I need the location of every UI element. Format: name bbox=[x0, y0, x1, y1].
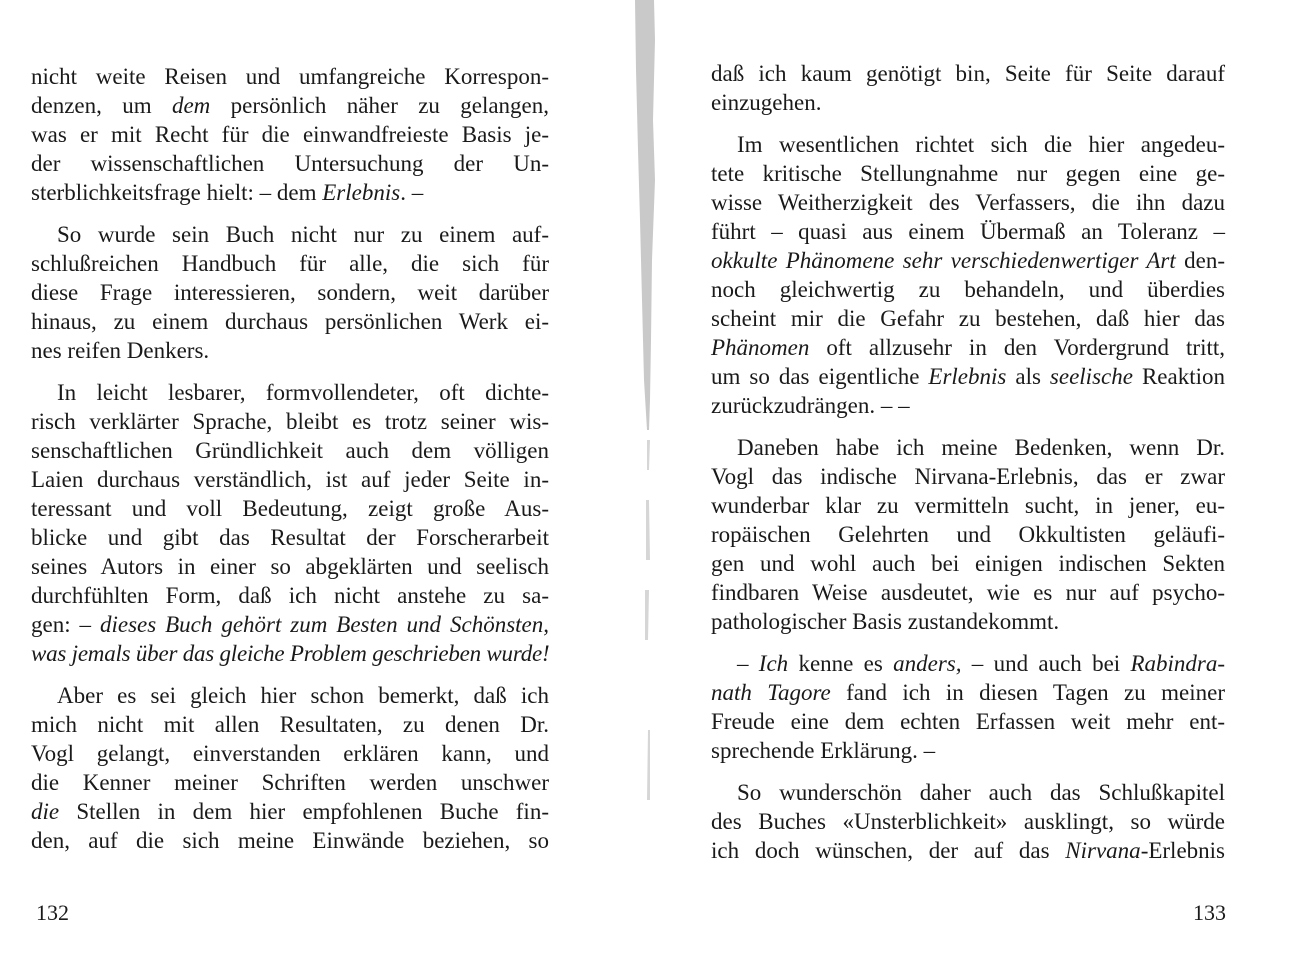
text-run: – und auch bei bbox=[961, 651, 1131, 676]
text-run: gen: – bbox=[31, 612, 100, 637]
text-line bbox=[31, 739, 549, 768]
text-run: als bbox=[1006, 364, 1050, 389]
right-page bbox=[640, 0, 1300, 956]
text-run: In leicht lesbarer, formvollendeter, oft dichte- bbox=[57, 380, 549, 405]
text-run: risch verklärter Sprache, bleibt es trotz seiner wis- bbox=[31, 409, 549, 434]
text-run: einzugehen. bbox=[711, 90, 822, 115]
text-run: scheint mir die Gefahr zu bestehen, daß hier das bbox=[711, 306, 1225, 331]
paragraph bbox=[31, 62, 549, 207]
italic-text: nath Tagore bbox=[711, 680, 831, 705]
text-line bbox=[31, 407, 549, 436]
text-run: kenne es bbox=[788, 651, 894, 676]
text-line bbox=[711, 159, 1225, 188]
text-line bbox=[711, 362, 1225, 391]
italic-text: Erlebnis bbox=[322, 180, 401, 205]
italic-text: was jemals über das gleiche Problem geschrieben wurde! bbox=[31, 641, 550, 666]
text-line bbox=[711, 130, 1225, 159]
italic-text: seelische bbox=[1049, 364, 1133, 389]
text-run: tete kritische Stellungnahme nur gegen eine ge- bbox=[711, 161, 1225, 186]
text-line bbox=[711, 304, 1225, 333]
text-line bbox=[31, 552, 549, 581]
text-run: Freude eine dem echten Erfassen weit mehr ent- bbox=[711, 709, 1225, 734]
text-run: persönlich näher zu gelangen, bbox=[210, 93, 550, 118]
text-run: gen und wohl auch bei einigen indischen Sekten bbox=[711, 551, 1225, 576]
page-number-right: 133 bbox=[1193, 900, 1226, 925]
text-run: teressant und voll Bedeutung, zeigt große Aus- bbox=[31, 496, 549, 521]
text-run: Aber es sei gleich hier schon bemerkt, daß ich bbox=[57, 683, 549, 708]
text-line bbox=[711, 462, 1225, 491]
text-line bbox=[711, 578, 1225, 607]
text-line bbox=[711, 88, 1225, 117]
paragraph bbox=[31, 378, 549, 668]
text-run: Laien durchaus verständlich, ist auf jeder Seite in- bbox=[31, 467, 549, 492]
paragraph bbox=[711, 433, 1225, 636]
text-run: blicke und gibt das Resultat der Forscherarbeit bbox=[31, 525, 549, 550]
paragraph bbox=[31, 681, 549, 855]
paragraph bbox=[711, 59, 1225, 117]
text-line bbox=[711, 707, 1225, 736]
italic-text: dem bbox=[171, 93, 211, 118]
text-line bbox=[31, 523, 549, 552]
text-line bbox=[711, 491, 1225, 520]
left-page bbox=[0, 0, 640, 956]
text-line bbox=[711, 520, 1225, 549]
text-run: zurückzudrängen. – – bbox=[711, 393, 910, 418]
text-run: wisse Weitherzigkeit des Verfassers, die ihn dazu bbox=[711, 190, 1225, 215]
text-run: mich nicht mit allen Resultaten, zu denen Dr. bbox=[31, 712, 549, 737]
text-run: nes reifen Denkers. bbox=[31, 338, 210, 363]
text-line bbox=[711, 649, 1225, 678]
text-line bbox=[711, 188, 1225, 217]
italic-text: okkulte Phänomene sehr verschiedenwertiger Art bbox=[711, 248, 1176, 273]
left-page-body bbox=[31, 62, 549, 868]
text-run: -Erlebnis bbox=[1140, 838, 1225, 863]
text-run: So wunderschön daher auch das Schlußkapitel bbox=[737, 780, 1225, 805]
paragraph bbox=[711, 130, 1225, 420]
paragraph bbox=[31, 220, 549, 365]
text-run: So wurde sein Buch nicht nur zu einem auf- bbox=[57, 222, 549, 247]
text-line bbox=[711, 275, 1225, 304]
text-line bbox=[31, 149, 549, 178]
text-line bbox=[31, 639, 549, 668]
text-run: führt – quasi aus einem Übermaß an Toleranz – bbox=[711, 219, 1225, 244]
paragraph bbox=[711, 778, 1225, 865]
text-line bbox=[31, 436, 549, 465]
text-run: die Kenner meiner Schriften werden unschwer bbox=[31, 770, 549, 795]
text-run: der wissenschaftlichen Untersuchung der Un- bbox=[31, 151, 549, 176]
text-line bbox=[31, 249, 549, 278]
text-line bbox=[31, 581, 549, 610]
text-line bbox=[31, 610, 549, 639]
text-run: fand ich in diesen Tagen zu meiner bbox=[830, 680, 1225, 705]
text-line bbox=[711, 736, 1225, 765]
text-run: senschaftlichen Gründlichkeit auch dem völligen bbox=[31, 438, 549, 463]
text-line bbox=[711, 607, 1225, 636]
text-line bbox=[31, 278, 549, 307]
italic-text: Erlebnis bbox=[928, 364, 1007, 389]
text-line bbox=[31, 826, 549, 855]
italic-text: Nirvana bbox=[1065, 838, 1141, 863]
text-line bbox=[711, 678, 1225, 707]
text-line bbox=[31, 120, 549, 149]
text-run: Vogl gelangt, einverstanden erklären kann, und bbox=[31, 741, 549, 766]
text-run: Reaktion bbox=[1132, 364, 1225, 389]
text-run: Stellen in dem hier empfohlenen Buche fin- bbox=[59, 799, 549, 824]
text-run: seines Autors in einer so abgeklärten und seelisch bbox=[31, 554, 549, 579]
text-line bbox=[31, 768, 549, 797]
text-run: des Buches «Unsterblichkeit» ausklingt, so würde bbox=[711, 809, 1225, 834]
text-run: daß ich kaum genötigt bin, Seite für Seite darauf bbox=[711, 61, 1225, 86]
text-run: sterblichkeitsfrage hielt: – dem bbox=[31, 180, 323, 205]
text-line bbox=[31, 62, 549, 91]
text-line bbox=[711, 778, 1225, 807]
text-run: Daneben habe ich meine Bedenken, wenn Dr. bbox=[737, 435, 1225, 460]
text-line bbox=[711, 391, 1225, 420]
text-run: findbaren Weise ausdeutet, wie es nur auf psycho- bbox=[711, 580, 1225, 605]
right-page-body bbox=[711, 59, 1225, 878]
italic-text: die bbox=[31, 799, 60, 824]
text-line bbox=[31, 378, 549, 407]
text-line bbox=[711, 59, 1225, 88]
text-run: . – bbox=[400, 180, 424, 205]
italic-text: Rabindra- bbox=[1130, 651, 1226, 676]
text-run: denzen, um bbox=[31, 93, 172, 118]
text-line bbox=[31, 178, 549, 207]
text-run: den, auf die sich meine Einwände beziehen, so bbox=[31, 828, 549, 853]
text-run: Vogl das indische Nirvana-Erlebnis, das er zwar bbox=[711, 464, 1225, 489]
text-line bbox=[711, 246, 1225, 275]
italic-text: Phänomen bbox=[711, 335, 810, 360]
text-line bbox=[31, 710, 549, 739]
text-run: wunderbar klar zu vermitteln sucht, in jener, eu- bbox=[711, 493, 1225, 518]
text-line bbox=[711, 433, 1225, 462]
text-run: nicht weite Reisen und umfangreiche Korrespon- bbox=[31, 64, 549, 89]
text-run: durchfühlten Form, daß ich nicht anstehe zu sa- bbox=[31, 583, 549, 608]
text-line bbox=[31, 307, 549, 336]
text-run: diese Frage interessieren, sondern, weit darüber bbox=[31, 280, 549, 305]
text-run: – bbox=[737, 651, 759, 676]
text-run: was er mit Recht für die einwandfreieste Basis je- bbox=[31, 122, 549, 147]
text-run: oft allzusehr in den Vordergrund tritt, bbox=[809, 335, 1225, 360]
text-run: ich doch wünschen, der auf das bbox=[711, 838, 1066, 863]
text-line bbox=[31, 465, 549, 494]
italic-text: Ich bbox=[758, 651, 789, 676]
text-run: Im wesentlichen richtet sich die hier angedeu- bbox=[737, 132, 1225, 157]
text-line bbox=[31, 336, 549, 365]
page-number-left: 132 bbox=[36, 900, 69, 925]
paragraph bbox=[711, 649, 1225, 765]
text-run: schlußreichen Handbuch für alle, die sich für bbox=[31, 251, 549, 276]
text-line bbox=[711, 333, 1225, 362]
text-line bbox=[31, 220, 549, 249]
text-line bbox=[31, 681, 549, 710]
text-line bbox=[711, 217, 1225, 246]
text-line bbox=[31, 91, 549, 120]
text-line bbox=[711, 549, 1225, 578]
text-run: sprechende Erklärung. – bbox=[711, 738, 936, 763]
text-run: den- bbox=[1175, 248, 1225, 273]
text-line bbox=[31, 494, 549, 523]
text-run: noch gleichwertig zu behandeln, und überdies bbox=[711, 277, 1225, 302]
text-line bbox=[711, 807, 1225, 836]
text-run: pathologischer Basis zustandekommt. bbox=[711, 609, 1060, 634]
text-run: um so das eigentliche bbox=[711, 364, 929, 389]
italic-text: anders, bbox=[893, 651, 962, 676]
text-run: ropäischen Gelehrten und Okkultisten geläufi- bbox=[711, 522, 1225, 547]
text-run: hinaus, zu einem durchaus persönlichen Werk ei- bbox=[31, 309, 549, 334]
text-line bbox=[711, 836, 1225, 865]
italic-text: dieses Buch gehört zum Besten und Schönsten, bbox=[99, 612, 549, 637]
text-line bbox=[31, 797, 549, 826]
